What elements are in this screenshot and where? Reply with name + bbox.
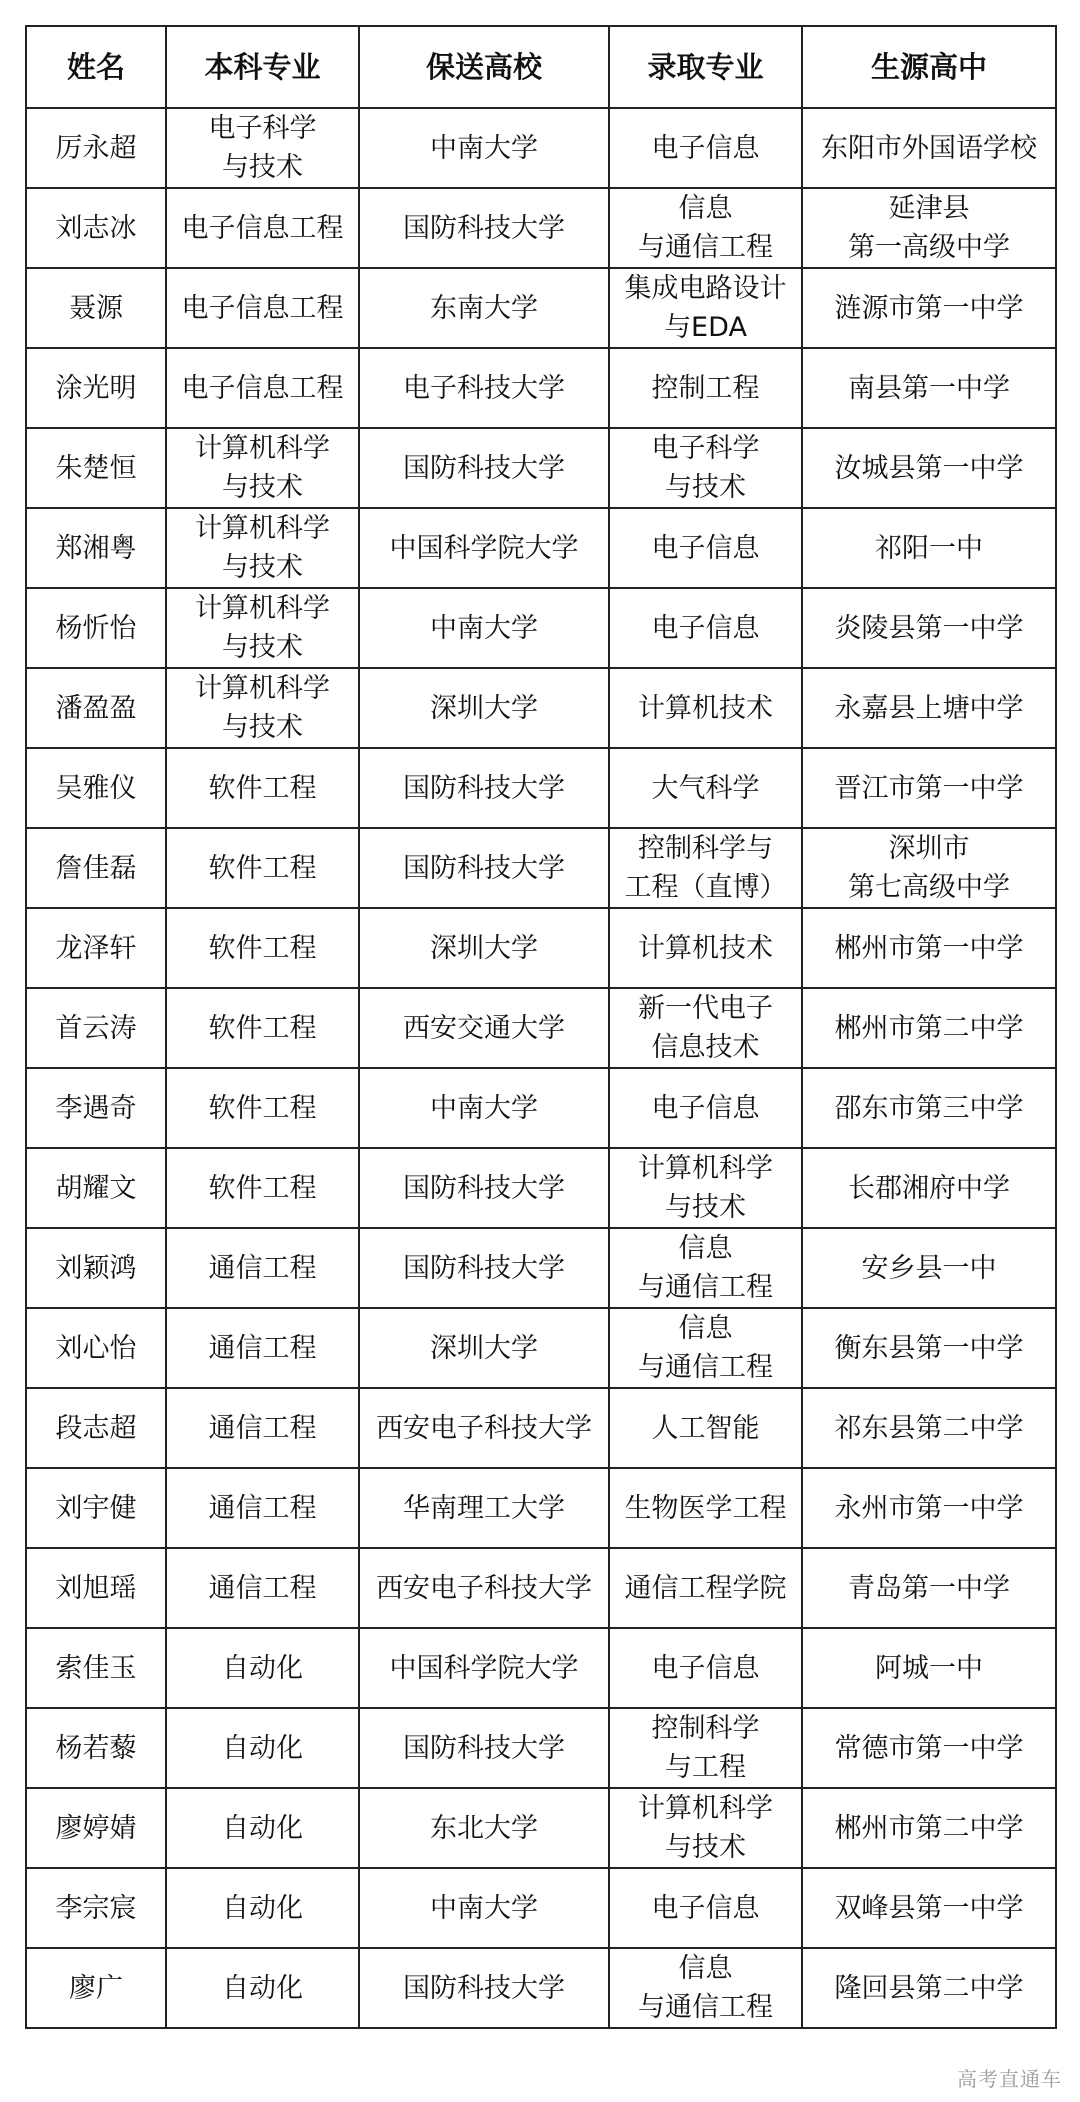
- table-row: [26, 1708, 1056, 1788]
- admitted-major-cell: [609, 1708, 802, 1788]
- admitted-major-cell: [609, 268, 802, 348]
- watermark: 高考直通车: [957, 2067, 1062, 2091]
- cell-text-line: 阿城一中: [875, 1652, 983, 1684]
- student-name-cell: [26, 1228, 166, 1308]
- cell-text-line: 电子信息: [651, 132, 760, 164]
- high-school-cell: [802, 1788, 1056, 1868]
- high-school-cell: [802, 828, 1056, 908]
- student-name-cell: [26, 1148, 166, 1228]
- university-cell: [359, 268, 609, 348]
- table-row: [26, 1628, 1056, 1708]
- high-school-cell: [802, 268, 1056, 348]
- cell-text-line: 电子科学: [208, 113, 317, 144]
- cell-text-line: 聂源: [69, 292, 123, 324]
- admitted-major-cell: [609, 1228, 802, 1308]
- cell-text-line: 李遇奇: [55, 1092, 137, 1124]
- high-school-cell: [802, 988, 1056, 1068]
- undergrad-major-cell: [166, 1148, 359, 1228]
- undergrad-major-cell: [166, 828, 359, 908]
- cell-text-line: 刘旭瑶: [55, 1572, 137, 1604]
- cell-text-line: 与工程: [665, 1752, 746, 1783]
- cell-text-line: 与技术: [665, 1832, 746, 1863]
- university-cell: [359, 1868, 609, 1948]
- cell-text-line: 软件工程: [208, 932, 317, 964]
- cell-text-line: 汝城县第一中学: [834, 452, 1024, 484]
- high-school-cell: [802, 348, 1056, 428]
- student-name-cell: [26, 588, 166, 668]
- cell-text-line: 中南大学: [430, 1092, 538, 1124]
- table-row: [26, 1788, 1056, 1868]
- cell-text-line: 通信工程学院: [624, 1572, 787, 1604]
- cell-text-line: 自动化: [222, 1732, 303, 1764]
- cell-text-line: 郑湘粤: [55, 532, 137, 564]
- cell-text-line: 信息技术: [651, 1032, 760, 1063]
- cell-text-line: 国防科技大学: [403, 1972, 565, 2004]
- undergrad-major-cell: [166, 1388, 359, 1468]
- cell-text-line: 国防科技大学: [403, 212, 565, 244]
- cell-text-line: 索佳玉: [55, 1652, 137, 1684]
- admitted-major-cell: [609, 188, 802, 268]
- cell-text-line: 西安交通大学: [403, 1012, 565, 1044]
- cell-text-line: 电子信息工程: [181, 372, 344, 404]
- cell-text-line: 与技术: [222, 472, 303, 503]
- university-cell: [359, 348, 609, 428]
- cell-text-line: 电子信息: [651, 612, 760, 644]
- cell-text-line: 与通信工程: [638, 1352, 773, 1383]
- undergrad-major-cell: [166, 1468, 359, 1548]
- cell-text-line: 东北大学: [430, 1812, 538, 1844]
- undergrad-major-cell: [166, 108, 359, 188]
- university-cell: [359, 1788, 609, 1868]
- cell-text-line: 电子信息: [651, 1652, 760, 1684]
- cell-text-line: 永州市第一中学: [834, 1492, 1024, 1524]
- high-school-cell: [802, 1708, 1056, 1788]
- cell-text-line: 国防科技大学: [403, 452, 565, 484]
- admitted-major-cell: [609, 1788, 802, 1868]
- university-cell: [359, 1228, 609, 1308]
- university-cell: [359, 1548, 609, 1628]
- high-school-cell: [802, 1148, 1056, 1228]
- admitted-major-cell: [609, 348, 802, 428]
- cell-text-line: 中南大学: [430, 612, 538, 644]
- cell-text-line: 朱楚恒: [55, 452, 137, 484]
- cell-text-line: 国防科技大学: [403, 1732, 565, 1764]
- student-name-cell: [26, 1388, 166, 1468]
- cell-text-line: 深圳大学: [430, 932, 538, 964]
- cell-text-line: 通信工程: [208, 1572, 317, 1604]
- cell-text-line: 与通信工程: [638, 232, 773, 263]
- university-cell: [359, 428, 609, 508]
- student-name-cell: [26, 268, 166, 348]
- cell-text-line: 软件工程: [208, 852, 317, 884]
- table-row: [26, 1148, 1056, 1228]
- cell-text-line: 与技术: [222, 632, 303, 663]
- university-cell: [359, 748, 609, 828]
- cell-text-line: 龙泽轩: [55, 932, 137, 964]
- high-school-cell: [802, 428, 1056, 508]
- admitted-major-cell: [609, 1868, 802, 1948]
- cell-text-line: 与通信工程: [638, 1992, 773, 2023]
- cell-text-line: 双峰县第一中学: [834, 1892, 1024, 1924]
- student-name-cell: [26, 828, 166, 908]
- undergrad-major-cell: [166, 1068, 359, 1148]
- admitted-major-cell: [609, 988, 802, 1068]
- cell-text-line: 郴州市第二中学: [834, 1812, 1024, 1844]
- table-row: [26, 428, 1056, 508]
- cell-text-line: 自动化: [222, 1652, 303, 1684]
- cell-text-line: 国防科技大学: [403, 1172, 565, 1204]
- cell-text-line: 廖婷婧: [55, 1812, 137, 1844]
- cell-text-line: 与技术: [665, 1192, 746, 1223]
- cell-text-line: 大气科学: [651, 772, 760, 804]
- cell-text-line: 青岛第一中学: [848, 1572, 1010, 1604]
- university-cell: [359, 1308, 609, 1388]
- university-cell: [359, 908, 609, 988]
- table-row: [26, 1468, 1056, 1548]
- header-admitted-major: 录取专业: [609, 26, 802, 108]
- table-row: [26, 108, 1056, 188]
- student-name-cell: [26, 1548, 166, 1628]
- cell-text-line: 电子科技大学: [403, 372, 565, 404]
- cell-text-line: 华南理工大学: [403, 1492, 565, 1524]
- cell-text-line: 信息: [678, 1313, 733, 1344]
- cell-text-line: 电子科学: [651, 433, 760, 464]
- admitted-major-cell: [609, 668, 802, 748]
- high-school-cell: [802, 108, 1056, 188]
- high-school-cell: [802, 1308, 1056, 1388]
- undergrad-major-cell: [166, 1308, 359, 1388]
- cell-text-line: 人工智能: [651, 1412, 760, 1444]
- table-row: [26, 1308, 1056, 1388]
- cell-text-line: 生物医学工程: [624, 1492, 787, 1524]
- student-name-cell: [26, 1068, 166, 1148]
- cell-text-line: 刘志冰: [55, 212, 137, 244]
- undergrad-major-cell: [166, 188, 359, 268]
- cell-text-line: 软件工程: [208, 1172, 317, 1204]
- admitted-major-cell: [609, 1068, 802, 1148]
- cell-text-line: 电子信息: [651, 1892, 760, 1924]
- cell-text-line: 西安电子科技大学: [376, 1572, 592, 1604]
- cell-text-line: 电子信息工程: [181, 212, 344, 244]
- cell-text-line: 涂光明: [55, 372, 137, 404]
- undergrad-major-cell: [166, 1868, 359, 1948]
- cell-text-line: 东阳市外国语学校: [821, 132, 1037, 164]
- cell-text-line: 自动化: [222, 1972, 303, 2004]
- cell-text-line: 信息: [678, 193, 733, 224]
- undergrad-major-cell: [166, 428, 359, 508]
- table-header-row: [26, 26, 1056, 108]
- cell-text-line: 深圳大学: [430, 692, 538, 724]
- undergrad-major-cell: [166, 1628, 359, 1708]
- admitted-major-cell: [609, 508, 802, 588]
- student-name-cell: [26, 1708, 166, 1788]
- high-school-cell: [802, 188, 1056, 268]
- cell-text-line: 李宗宸: [55, 1892, 137, 1924]
- cell-text-line: 通信工程: [208, 1332, 317, 1364]
- cell-text-line: 与技术: [222, 152, 303, 183]
- student-name-cell: [26, 508, 166, 588]
- admitted-major-cell: [609, 828, 802, 908]
- cell-text-line: 吴雅仪: [55, 772, 137, 804]
- high-school-cell: [802, 508, 1056, 588]
- cell-text-line: 中国科学院大学: [389, 1652, 579, 1684]
- university-cell: [359, 1628, 609, 1708]
- cell-text-line: 杨若藜: [55, 1732, 137, 1764]
- header-recommended-university: 保送高校: [359, 26, 609, 108]
- cell-text-line: 东南大学: [430, 292, 538, 324]
- student-name-cell: [26, 908, 166, 988]
- undergrad-major-cell: [166, 1708, 359, 1788]
- student-name-cell: [26, 188, 166, 268]
- admitted-major-cell: [609, 1308, 802, 1388]
- cell-text-line: 衡东县第一中学: [834, 1332, 1024, 1364]
- undergrad-major-cell: [166, 908, 359, 988]
- table-row: [26, 828, 1056, 908]
- cell-text-line: 通信工程: [208, 1492, 317, 1524]
- table-row: [26, 588, 1056, 668]
- cell-text-line: 祁东县第二中学: [834, 1412, 1024, 1444]
- undergrad-major-cell: [166, 1948, 359, 2028]
- university-cell: [359, 188, 609, 268]
- cell-text-line: 国防科技大学: [403, 772, 565, 804]
- table-row: [26, 908, 1056, 988]
- cell-text-line: 刘宇健: [55, 1492, 137, 1524]
- cell-text-line: 潘盈盈: [55, 692, 137, 724]
- cell-text-line: 计算机技术: [638, 932, 773, 964]
- cell-text-line: 与通信工程: [638, 1272, 773, 1303]
- student-name-cell: [26, 108, 166, 188]
- high-school-cell: [802, 1548, 1056, 1628]
- table-row: [26, 1948, 1056, 2028]
- cell-text-line: 涟源市第一中学: [834, 292, 1024, 324]
- cell-text-line: 隆回县第二中学: [834, 1972, 1024, 2004]
- cell-text-line: 信息: [678, 1233, 733, 1264]
- cell-text-line: 国防科技大学: [403, 1252, 565, 1284]
- cell-text-line: 杨忻怡: [55, 612, 137, 644]
- cell-text-line: 中南大学: [430, 132, 538, 164]
- undergrad-major-cell: [166, 588, 359, 668]
- cell-text-line: 与技术: [222, 712, 303, 743]
- cell-text-line: 计算机科学: [195, 673, 330, 704]
- high-school-cell: [802, 668, 1056, 748]
- cell-text-line: 长郡湘府中学: [848, 1172, 1010, 1204]
- cell-text-line: 胡耀文: [55, 1172, 137, 1204]
- undergrad-major-cell: [166, 668, 359, 748]
- university-cell: [359, 828, 609, 908]
- student-name-cell: [26, 1628, 166, 1708]
- undergrad-major-cell: [166, 268, 359, 348]
- high-school-cell: [802, 1628, 1056, 1708]
- admitted-major-cell: [609, 1948, 802, 2028]
- cell-text-line: 软件工程: [208, 1092, 317, 1124]
- high-school-cell: [802, 1948, 1056, 2028]
- university-cell: [359, 1068, 609, 1148]
- university-cell: [359, 668, 609, 748]
- student-name-cell: [26, 1468, 166, 1548]
- cell-text-line: 中国科学院大学: [389, 532, 579, 564]
- admitted-major-cell: [609, 1628, 802, 1708]
- cell-text-line: 西安电子科技大学: [376, 1412, 592, 1444]
- cell-text-line: 詹佳磊: [55, 852, 137, 884]
- admitted-major-cell: [609, 1548, 802, 1628]
- table-row: [26, 268, 1056, 348]
- university-cell: [359, 1948, 609, 2028]
- cell-text-line: 南县第一中学: [848, 372, 1010, 404]
- undergrad-major-cell: [166, 988, 359, 1068]
- cell-text-line: 计算机科学: [638, 1153, 773, 1184]
- student-name-cell: [26, 668, 166, 748]
- cell-text-line: 与EDA: [664, 312, 747, 343]
- university-cell: [359, 1468, 609, 1548]
- cell-text-line: 电子信息: [651, 532, 760, 564]
- cell-text-line: 控制科学与: [638, 833, 773, 864]
- cell-text-line: 安乡县一中: [861, 1252, 997, 1284]
- cell-text-line: 计算机科学: [195, 433, 330, 464]
- cell-text-line: 中南大学: [430, 1892, 538, 1924]
- cell-text-line: 第七高级中学: [848, 872, 1010, 903]
- student-name-cell: [26, 748, 166, 828]
- cell-text-line: 邵东市第三中学: [834, 1092, 1024, 1124]
- high-school-cell: [802, 1068, 1056, 1148]
- table-row: [26, 1388, 1056, 1468]
- cell-text-line: 炎陵县第一中学: [834, 612, 1024, 644]
- undergrad-major-cell: [166, 1228, 359, 1308]
- table-row: [26, 348, 1056, 428]
- table-row: [26, 1548, 1056, 1628]
- cell-text-line: 永嘉县上塘中学: [834, 692, 1024, 724]
- table-row: [26, 1068, 1056, 1148]
- high-school-cell: [802, 1228, 1056, 1308]
- cell-text-line: 自动化: [222, 1812, 303, 1844]
- university-cell: [359, 1708, 609, 1788]
- university-cell: [359, 988, 609, 1068]
- university-cell: [359, 108, 609, 188]
- cell-text-line: 延津县: [888, 193, 970, 224]
- table-row: [26, 1868, 1056, 1948]
- header-undergrad-major: 本科专业: [166, 26, 359, 108]
- student-name-cell: [26, 1868, 166, 1948]
- cell-text-line: 自动化: [222, 1892, 303, 1924]
- cell-text-line: 深圳市: [888, 833, 970, 864]
- high-school-cell: [802, 1468, 1056, 1548]
- admitted-major-cell: [609, 1468, 802, 1548]
- cell-text-line: 晋江市第一中学: [834, 772, 1024, 804]
- cell-text-line: 信息: [678, 1953, 733, 1984]
- high-school-cell: [802, 1868, 1056, 1948]
- cell-text-line: 郴州市第一中学: [834, 932, 1024, 964]
- cell-text-line: 郴州市第二中学: [834, 1012, 1024, 1044]
- table-row: [26, 988, 1056, 1068]
- cell-text-line: 集成电路设计: [624, 273, 787, 304]
- student-name-cell: [26, 1788, 166, 1868]
- undergrad-major-cell: [166, 1788, 359, 1868]
- cell-text-line: 计算机科学: [195, 513, 330, 544]
- high-school-cell: [802, 588, 1056, 668]
- cell-text-line: 工程（直博）: [624, 872, 787, 903]
- admission-table: [25, 25, 1057, 2029]
- high-school-cell: [802, 908, 1056, 988]
- cell-text-line: 控制科学: [651, 1713, 760, 1744]
- cell-text-line: 通信工程: [208, 1412, 317, 1444]
- undergrad-major-cell: [166, 1548, 359, 1628]
- university-cell: [359, 1148, 609, 1228]
- cell-text-line: 计算机科学: [638, 1793, 773, 1824]
- cell-text-line: 祁阳一中: [875, 532, 983, 564]
- admitted-major-cell: [609, 108, 802, 188]
- cell-text-line: 计算机技术: [638, 692, 773, 724]
- cell-text-line: 常德市第一中学: [834, 1732, 1024, 1764]
- admitted-major-cell: [609, 588, 802, 668]
- cell-text-line: 电子信息工程: [181, 292, 344, 324]
- university-cell: [359, 1388, 609, 1468]
- student-name-cell: [26, 428, 166, 508]
- student-name-cell: [26, 1948, 166, 2028]
- cell-text-line: 软件工程: [208, 1012, 317, 1044]
- cell-text-line: 新一代电子: [638, 993, 773, 1024]
- university-cell: [359, 588, 609, 668]
- student-name-cell: [26, 1308, 166, 1388]
- cell-text-line: 深圳大学: [430, 1332, 538, 1364]
- header-name: 姓名: [26, 26, 166, 108]
- table-row: [26, 1228, 1056, 1308]
- student-name-cell: [26, 988, 166, 1068]
- cell-text-line: 刘心怡: [55, 1332, 137, 1364]
- undergrad-major-cell: [166, 748, 359, 828]
- cell-text-line: 与技术: [665, 472, 746, 503]
- admitted-major-cell: [609, 1148, 802, 1228]
- table-row: [26, 748, 1056, 828]
- cell-text-line: 国防科技大学: [403, 852, 565, 884]
- cell-text-line: 软件工程: [208, 772, 317, 804]
- cell-text-line: 与技术: [222, 552, 303, 583]
- cell-text-line: 首云涛: [55, 1012, 137, 1044]
- cell-text-line: 计算机科学: [195, 593, 330, 624]
- cell-text-line: 电子信息: [651, 1092, 760, 1124]
- admitted-major-cell: [609, 748, 802, 828]
- table-row: [26, 508, 1056, 588]
- cell-text-line: 通信工程: [208, 1252, 317, 1284]
- cell-text-line: 廖广: [69, 1972, 123, 2004]
- cell-text-line: 第一高级中学: [848, 232, 1010, 263]
- undergrad-major-cell: [166, 508, 359, 588]
- undergrad-major-cell: [166, 348, 359, 428]
- student-name-cell: [26, 348, 166, 428]
- admitted-major-cell: [609, 1388, 802, 1468]
- admitted-major-cell: [609, 428, 802, 508]
- table-body: [26, 108, 1056, 2028]
- cell-text-line: 段志超: [55, 1412, 137, 1444]
- cell-text-line: 厉永超: [55, 132, 137, 164]
- high-school-cell: [802, 748, 1056, 828]
- high-school-cell: [802, 1388, 1056, 1468]
- header-high-school: 生源高中: [802, 26, 1056, 108]
- table-row: [26, 188, 1056, 268]
- cell-text-line: 刘颖鸿: [55, 1252, 137, 1284]
- university-cell: [359, 508, 609, 588]
- cell-text-line: 控制工程: [651, 372, 760, 404]
- table-row: [26, 668, 1056, 748]
- admitted-major-cell: [609, 908, 802, 988]
